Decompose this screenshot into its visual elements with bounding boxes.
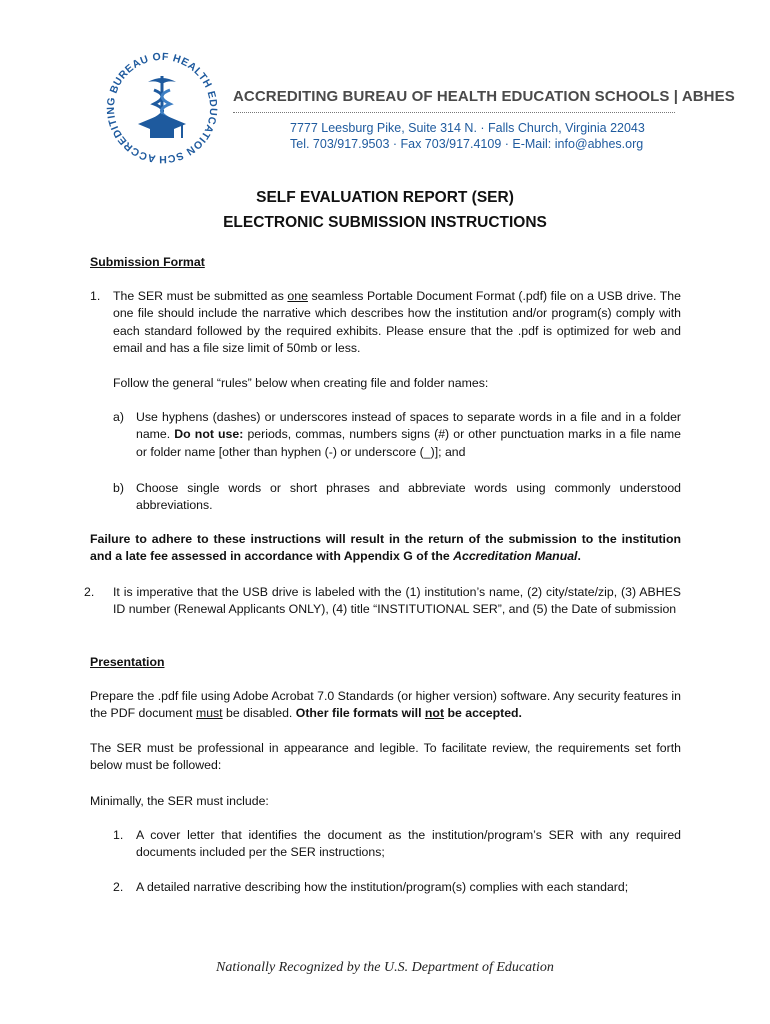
para1-text-pre: Prepare the .pdf file using Adobe Acrobat 7.0 Standards (or higher version) software. Any security features in the PDF document — [90, 689, 681, 721]
requirement-item-2: A detailed narrative describing how the institution/program(s) complies with each standard; — [136, 880, 629, 894]
presentation-paragraph-1 — [90, 688, 681, 723]
warning-text-italic: Accreditation Manual — [453, 549, 578, 564]
rule-b: Choose single words or short phrases and abbreviate words using commonly understood abbreviations. — [136, 481, 681, 513]
document-title-line-1: SELF EVALUATION REPORT (SER) — [256, 189, 514, 206]
para1-text-underlined: must — [195, 706, 223, 721]
rule-a — [136, 409, 681, 461]
svg-text:ACCREDITING BUREAU OF HEALTH E: ACCREDITING BUREAU OF HEALTH EDUCATION SCH — [104, 52, 220, 166]
item-1-text-post: seamless Portable Document Format (.pdf) file on a USB drive. The one file should include the narrative which describes how the institution and/or program(s) comply with each standard followed by the required exhibits. Please ensure that the .pdf is optimized for web and email and has a file size limit of 50mb or less. — [113, 289, 681, 356]
item-1-text-pre: The SER must be submitted as — [113, 289, 288, 303]
organization-name: ACCREDITING BUREAU OF HEALTH EDUCATION SCHOOLS | ABHES — [233, 88, 735, 105]
requirement-item-1: A cover letter that identifies the document as the institution/program’s SER with any required documents included per the SER instructions; — [136, 828, 681, 860]
submission-item-2: It is imperative that the USB drive is labeled with the (1) institution’s name, (2) city/state/zip, (3) ABHES ID number (Renewal Applicants ONLY), (4) title “INSTITUTIONAL SER”, and (5) the Date of submission — [113, 585, 681, 617]
list-number: 2. — [113, 880, 124, 894]
submission-item-1 — [113, 288, 681, 358]
document-title-line-2: ELECTRONIC SUBMISSION INSTRUCTIONS — [223, 214, 547, 231]
section-heading-submission-format: Submission Format — [90, 255, 205, 269]
warning-text-pre: Failure to adhere to these instructions will result in the return of the submission to the institution and a late fee assessed in accordance with Appendix G of the — [90, 532, 681, 564]
item-1-text-underlined: one — [287, 289, 308, 303]
list-label: a) — [113, 410, 124, 424]
list-number: 2. — [84, 585, 95, 599]
header-divider — [233, 112, 675, 113]
para1-text-bold-underlined: not — [424, 706, 445, 721]
list-number: 1. — [113, 828, 124, 842]
organization-contact: Tel. 703/917.9503 · Fax 703/917.4109 · E-Mail: info@abhes.org — [290, 137, 644, 151]
footer-recognition: Nationally Recognized by the U.S. Department of Education — [216, 960, 554, 975]
section-heading-presentation: Presentation — [90, 655, 165, 669]
organization-address: 7777 Leesburg Pike, Suite 314 N. · Falls Church, Virginia 22043 — [290, 121, 645, 135]
presentation-paragraph-2: The SER must be professional in appearance and legible. To facilitate review, the requirements set forth below must be followed: — [90, 741, 681, 773]
abhes-seal-icon — [98, 52, 226, 168]
presentation-paragraph-3: Minimally, the SER must include: — [90, 794, 269, 808]
list-number: 1. — [90, 289, 101, 303]
para1-text-mid: be disabled. — [222, 706, 296, 721]
para1-text-bold-post: be accepted. — [444, 706, 522, 721]
rules-intro: Follow the general “rules” below when creating file and folder names: — [113, 376, 489, 390]
para1-text-bold-pre: Other file formats will — [295, 706, 425, 721]
warning-notice — [90, 531, 681, 566]
rule-a-text-bold: Do not use: — [174, 427, 244, 442]
warning-text-post: . — [577, 549, 581, 564]
rule-a-text-post: periods, commas, numbers signs (#) or other punctuation marks in a file name or folder name [other than hyphen (-) or underscore (_)]; and — [136, 427, 681, 459]
list-label: b) — [113, 481, 124, 495]
abhes-seal-logo — [98, 52, 226, 168]
rule-a-text-pre: Use hyphens (dashes) or underscores instead of spaces to separate words in a file and in a folder name. — [136, 410, 681, 442]
